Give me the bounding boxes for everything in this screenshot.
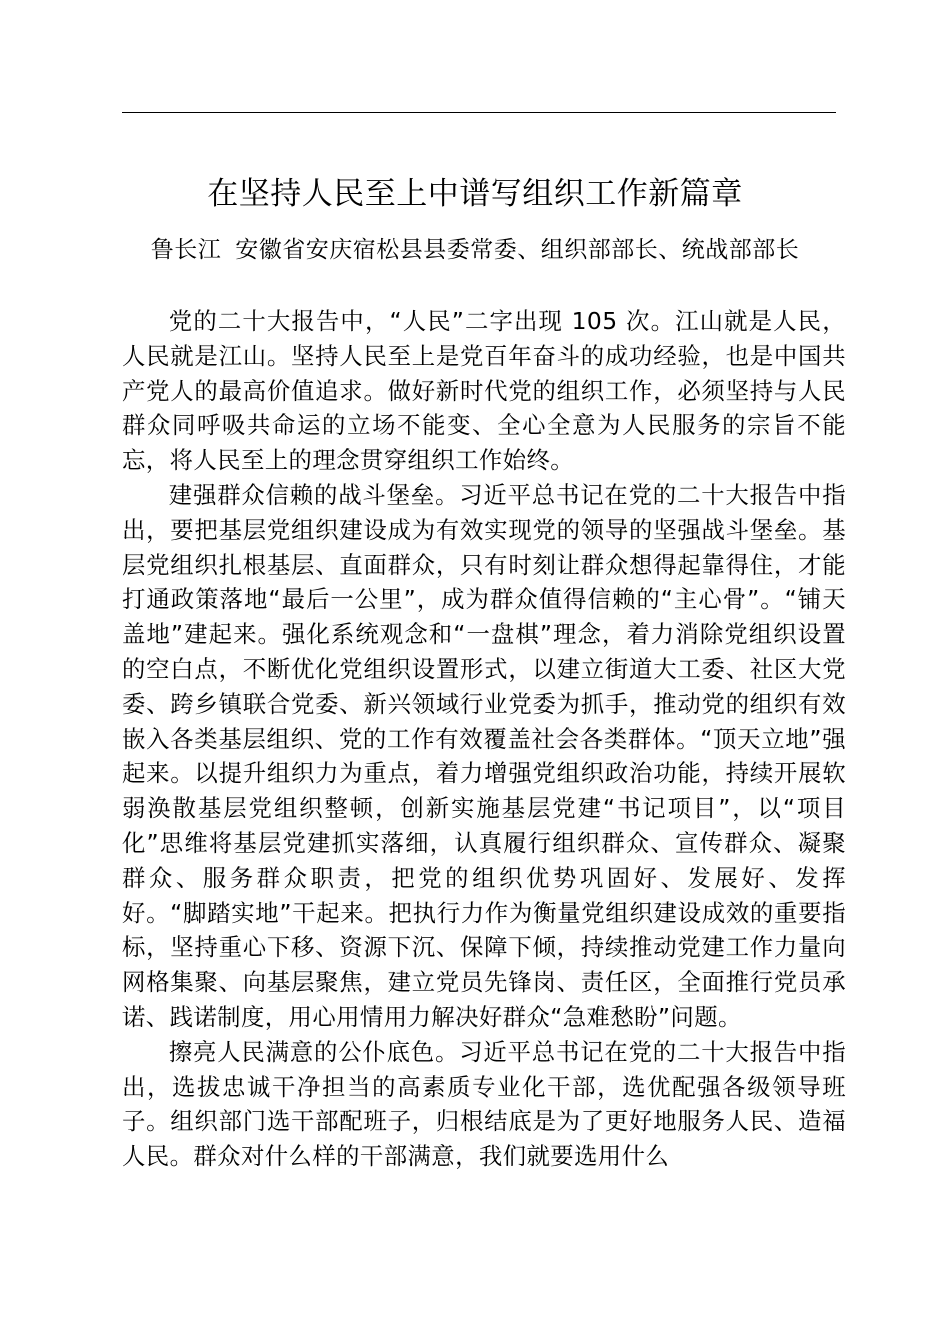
author-position: 安徽省安庆宿松县县委常委、组织部部长、统战部部长 xyxy=(235,237,800,263)
paragraph: 建强群众信赖的战斗堡垒。习近平总书记在党的二十大报告中指出，要把基层党组织建设成为有效实现党的领导的坚强战斗堡垒。基层党组织扎根基层、直面群众，只有时刻让群众想得起靠得住，才能打通政策落地“最后一公里”，成为群众值得信赖的“主心骨”。“铺天盖地”建起来。强化系统观念和“一盘棋”理念，着力消除党组织设置的空白点，不断优化党组织设置形式，以建立街道大工委、社区大党委、跨乡镇联合党委、新兴领域行业党委为抓手，推动党的组织有效嵌入各类基层组织、党的工作有效覆盖社会各类群体。“顶天立地”强起来。以提升组织力为重点，着力增强党组织政治功能，持续开展软弱涣散基层党组织整顿，创新实施基层党建“书记项目”，以“项目化”思维将基层党建抓实落细，认真履行组织群众、宣传群众、凝聚群众、服务群众职责，把党的组织优势巩固好、发展好、发挥好。“脚踏实地”干起来。把执行力作为衡量党组织建设成效的重要指标，坚持重心下移、资源下沉、保障下倾，持续推动党建工作力量向网格集聚、向基层聚焦，建立党员先锋岗、责任区，全面推行党员承诺、践诺制度，用心用情用力解决好群众“急难愁盼”问题。 xyxy=(122,480,846,1031)
author-name: 鲁长江 xyxy=(150,237,222,263)
article-title: 在坚持人民至上中谱写组织工作新篇章 xyxy=(207,176,743,212)
paragraph: 擦亮人民满意的公仆底色。习近平总书记在党的二十大报告中指出，选拔忠诚干净担当的高素质专业化干部，选优配强各级领导班子。组织部门选干部配班子，归根结底是为了更好地服务人民、造福人民。群众对什么样的干部满意，我们就要选用什么 xyxy=(122,1037,846,1171)
article-body xyxy=(122,304,846,1174)
byline xyxy=(0,230,950,270)
header-rule xyxy=(122,112,836,113)
paragraph: 党的二十大报告中，“人民”二字出现 105 次。江山就是人民，人民就是江山。坚持人民至上是党百年奋斗的成功经验，也是中国共产党人的最高价值追求。做好新时代党的组织工作，必须坚持与人民群众同呼吸共命运的立场不能变、全心全意为人民服务的宗旨不能忘，将人民至上的理念贯穿组织工作始终。 xyxy=(122,307,846,475)
